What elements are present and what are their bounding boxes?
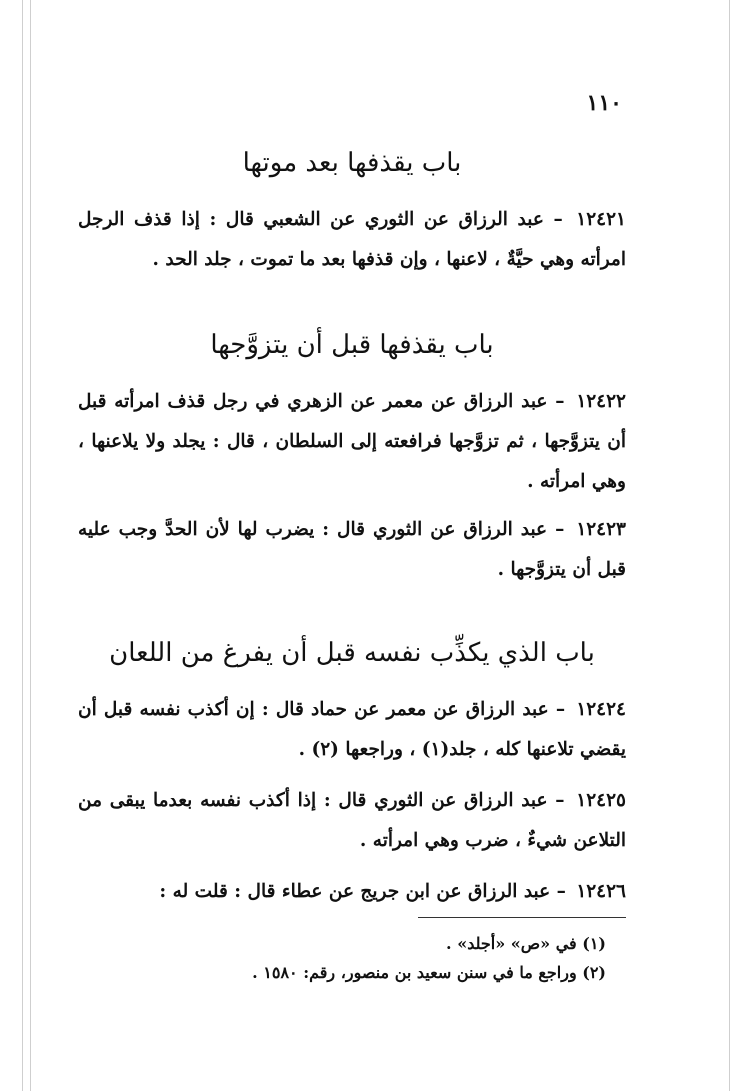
section-heading: باب الذي يكذِّب نفسه قبل أن يفرغ من اللعان (109, 638, 595, 668)
hadith-entry (78, 690, 626, 770)
entry-text: – عبد الرزاق عن الثوري قال : يضرب لها لأن الحدَّ وجب عليه قبل أن يتزوَّجها . (78, 519, 626, 580)
entry-text: – عبد الرزاق عن معمر عن الزهري في رجل قذف امرأته قبل أن يتزوَّجها ، ثم تزوَّجها فرافعته إلى السلطان ، قال : يجلد ولا يلاعنها ، وهي امرأته . (78, 391, 626, 492)
margin-line (30, 0, 31, 1091)
entry-text: – عبد الرزاق عن الثوري قال : إذا أكذب نفسه بعدما يبقى من التلاعن شيءٌ ، ضرب وهي امرأته . (78, 790, 626, 851)
book-page (78, 0, 626, 1091)
footnote: (٢) وراجع ما في سنن سعيد بن منصور، رقم: ١٥٨٠ . (252, 963, 606, 982)
hadith-entry (78, 200, 626, 280)
entry-number: ١٢٤٢٢ (576, 391, 626, 412)
entry-text: – عبد الرزاق عن معمر عن حماد قال : إن أكذب نفسه قبل أن يقضي تلاعنها كله ، جلد(١) ، وراجعها (٢) . (78, 699, 626, 760)
margin-line (22, 0, 23, 1091)
page-number: ١١٠ (586, 90, 622, 116)
entry-number: ١٢٤٢٤ (576, 699, 626, 720)
margin-line (729, 0, 730, 1091)
entry-number: ١٢٤٢١ (576, 209, 626, 230)
entry-text: – عبد الرزاق عن ابن جريج عن عطاء قال : قلت له : (159, 881, 566, 902)
footnote-divider (418, 917, 626, 918)
entry-number: ١٢٤٢٥ (576, 790, 626, 811)
entry-number: ١٢٤٢٦ (576, 881, 626, 902)
hadith-entry (78, 872, 626, 912)
section-heading: باب يقذفها قبل أن يتزوَّجها (210, 330, 494, 360)
entry-number: ١٢٤٢٣ (576, 519, 626, 540)
footnote: (١) في «ص» «أجلد» . (446, 934, 606, 953)
section-heading: باب يقذفها بعد موتها (242, 148, 462, 178)
hadith-entry (78, 510, 626, 590)
hadith-entry (78, 382, 626, 502)
hadith-entry (78, 781, 626, 861)
entry-text: – عبد الرزاق عن الثوري عن الشعبي قال : إذا قذف الرجل امرأته وهي حيَّةٌ ، لاعنها ، وإن قذفها بعد ما تموت ، جلد الحد . (78, 209, 626, 270)
